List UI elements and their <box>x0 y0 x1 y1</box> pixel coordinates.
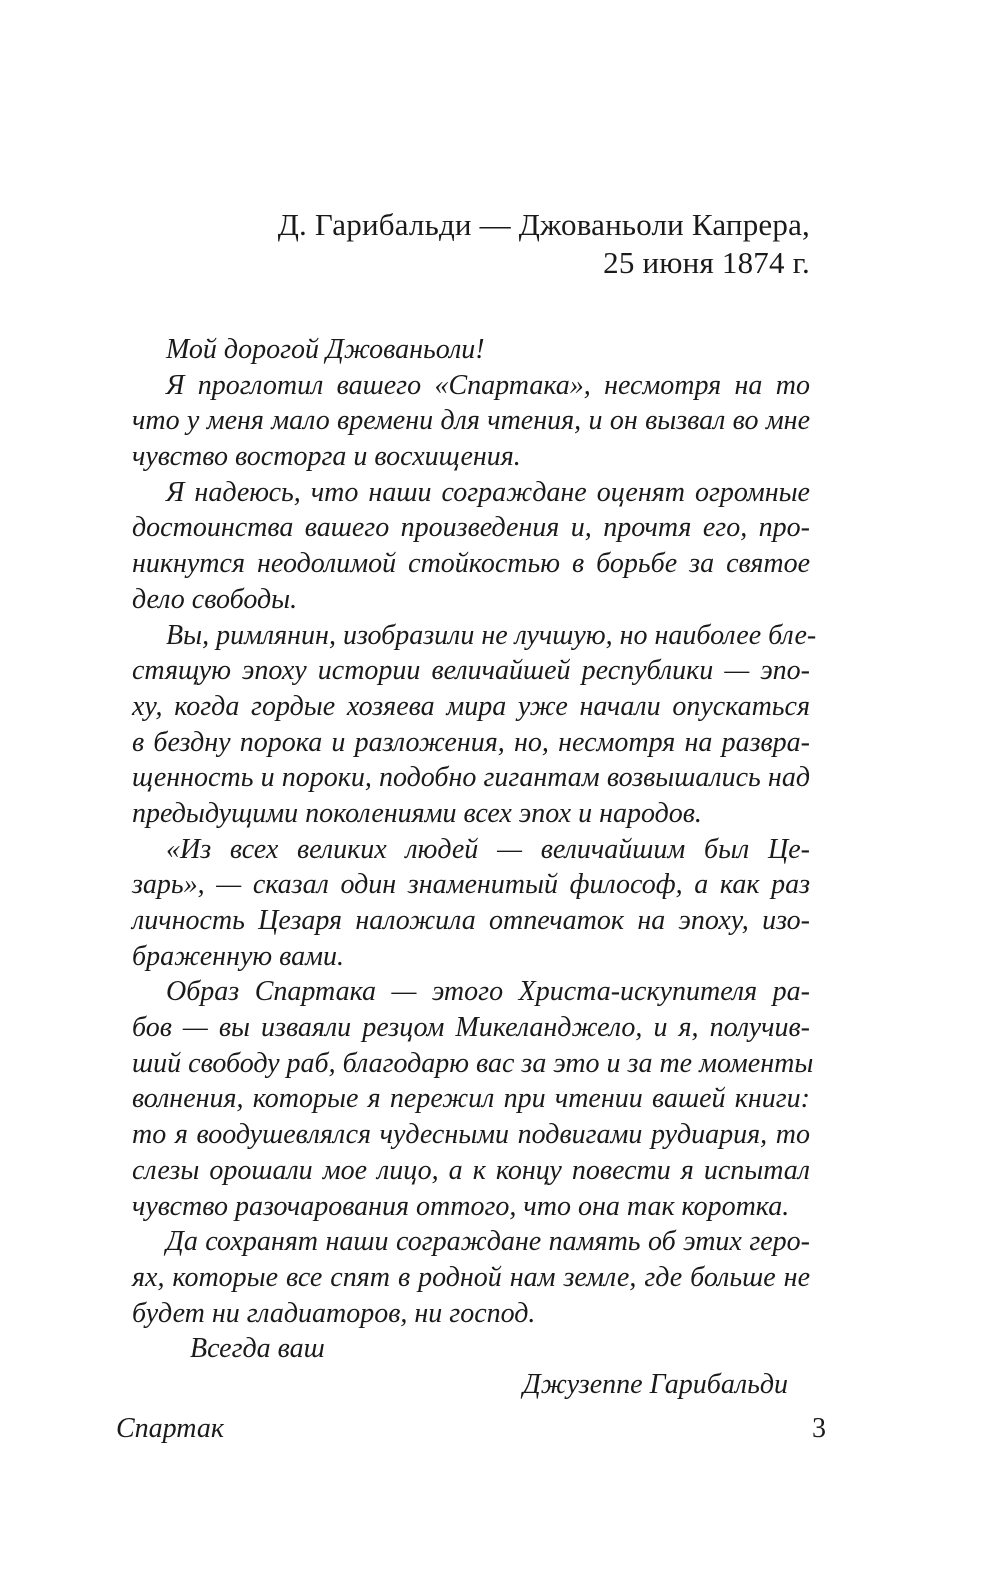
paragraph-3-line-1: Вы, римлянин, изобразили не лучшую, но наиболее бле- <box>166 619 817 651</box>
paragraph-5-line-7: чувство разочарования оттого, что она так коротка. <box>132 1190 790 1222</box>
paragraph-5-line-5: то я воодушевлялся чудесными подвигами рудиария, то <box>132 1119 810 1151</box>
paragraph-6-line-2: ях, которые все спят в родной нам земле, где больше не <box>132 1261 810 1293</box>
heading-sender-recipient-place: Д. Гарибальди — Джованьоли Капрера, <box>277 207 810 242</box>
letter-heading <box>278 206 810 282</box>
paragraph-5-line-6: слезы орошали мое лицо, а к концу повести я испытал <box>132 1154 810 1186</box>
paragraph-2-line-1: Я надеюсь, что наши сограждане оценят огромные <box>166 476 810 508</box>
paragraph-4-line-4: браженную вами. <box>132 940 344 972</box>
paragraph-3-line-5: щенность и пороки, подобно гигантам возвышались над <box>132 762 810 794</box>
paragraph-2-line-4: дело свободы. <box>132 583 298 615</box>
paragraph-3-line-3: ху, когда гордые хозяева мира уже начали опускаться <box>132 690 810 722</box>
paragraph-5-line-4: волнения, которые я пережил при чтении вашей книги: <box>132 1083 810 1115</box>
paragraph-3-line-4: в бездну порока и разложения, но, несмотря на развра- <box>132 726 810 758</box>
paragraph-2-line-2: достоинства вашего произведения и, прочтя его, про- <box>132 512 810 544</box>
paragraph-5-line-2: бов — вы изваяли резцом Микеланджело, и я, получив- <box>132 1012 810 1044</box>
paragraph-4-line-3: личность Цезаря наложила отпечаток на эпоху, изо- <box>132 905 810 936</box>
paragraph-6-line-1: Да сохранят наши сограждане память об этих геро- <box>166 1226 810 1258</box>
closing: Всегда ваш <box>190 1333 325 1365</box>
heading-date: 25 июня 1874 г. <box>603 245 810 280</box>
paragraph-3-line-2: стящую эпоху истории величайшей республики — эпо- <box>132 655 810 687</box>
paragraph-4-line-1: «Из всех великих людей — величайшим был Це- <box>166 833 810 865</box>
signature: Джузеппе Гарибальди <box>522 1368 788 1400</box>
salutation: Мой дорогой Джованьоли! <box>166 334 485 365</box>
paragraph-1-line-2: что у меня мало времени для чтения, и он вызвал во мне <box>132 405 810 437</box>
paragraph-1-line-3: чувство восторга и восхищения. <box>132 441 521 473</box>
paragraph-1-line-1: Я проглотил вашего «Спартака», несмотря на то <box>166 369 810 401</box>
page-number: 3 <box>812 1413 826 1444</box>
paragraph-2-line-3: никнутся неодолимой стойкостью в борьбе за святое <box>132 548 810 580</box>
paragraph-6-line-3: будет ни гладиаторов, ни господ. <box>132 1297 536 1329</box>
paragraph-5-line-1: Образ Спартака — этого Христа-искупителя ра- <box>166 976 810 1008</box>
paragraph-4-line-2: зарь», — сказал один знаменитый философ, а как раз <box>132 869 810 901</box>
paragraph-3-line-6: предыдущими поколениями всех эпох и народов. <box>132 797 702 829</box>
paragraph-5-line-3: ший свободу раб, благодарю вас за это и за те моменты <box>132 1047 814 1079</box>
letter-body <box>132 332 817 1403</box>
running-footer-book-title: Спартак <box>116 1413 224 1444</box>
